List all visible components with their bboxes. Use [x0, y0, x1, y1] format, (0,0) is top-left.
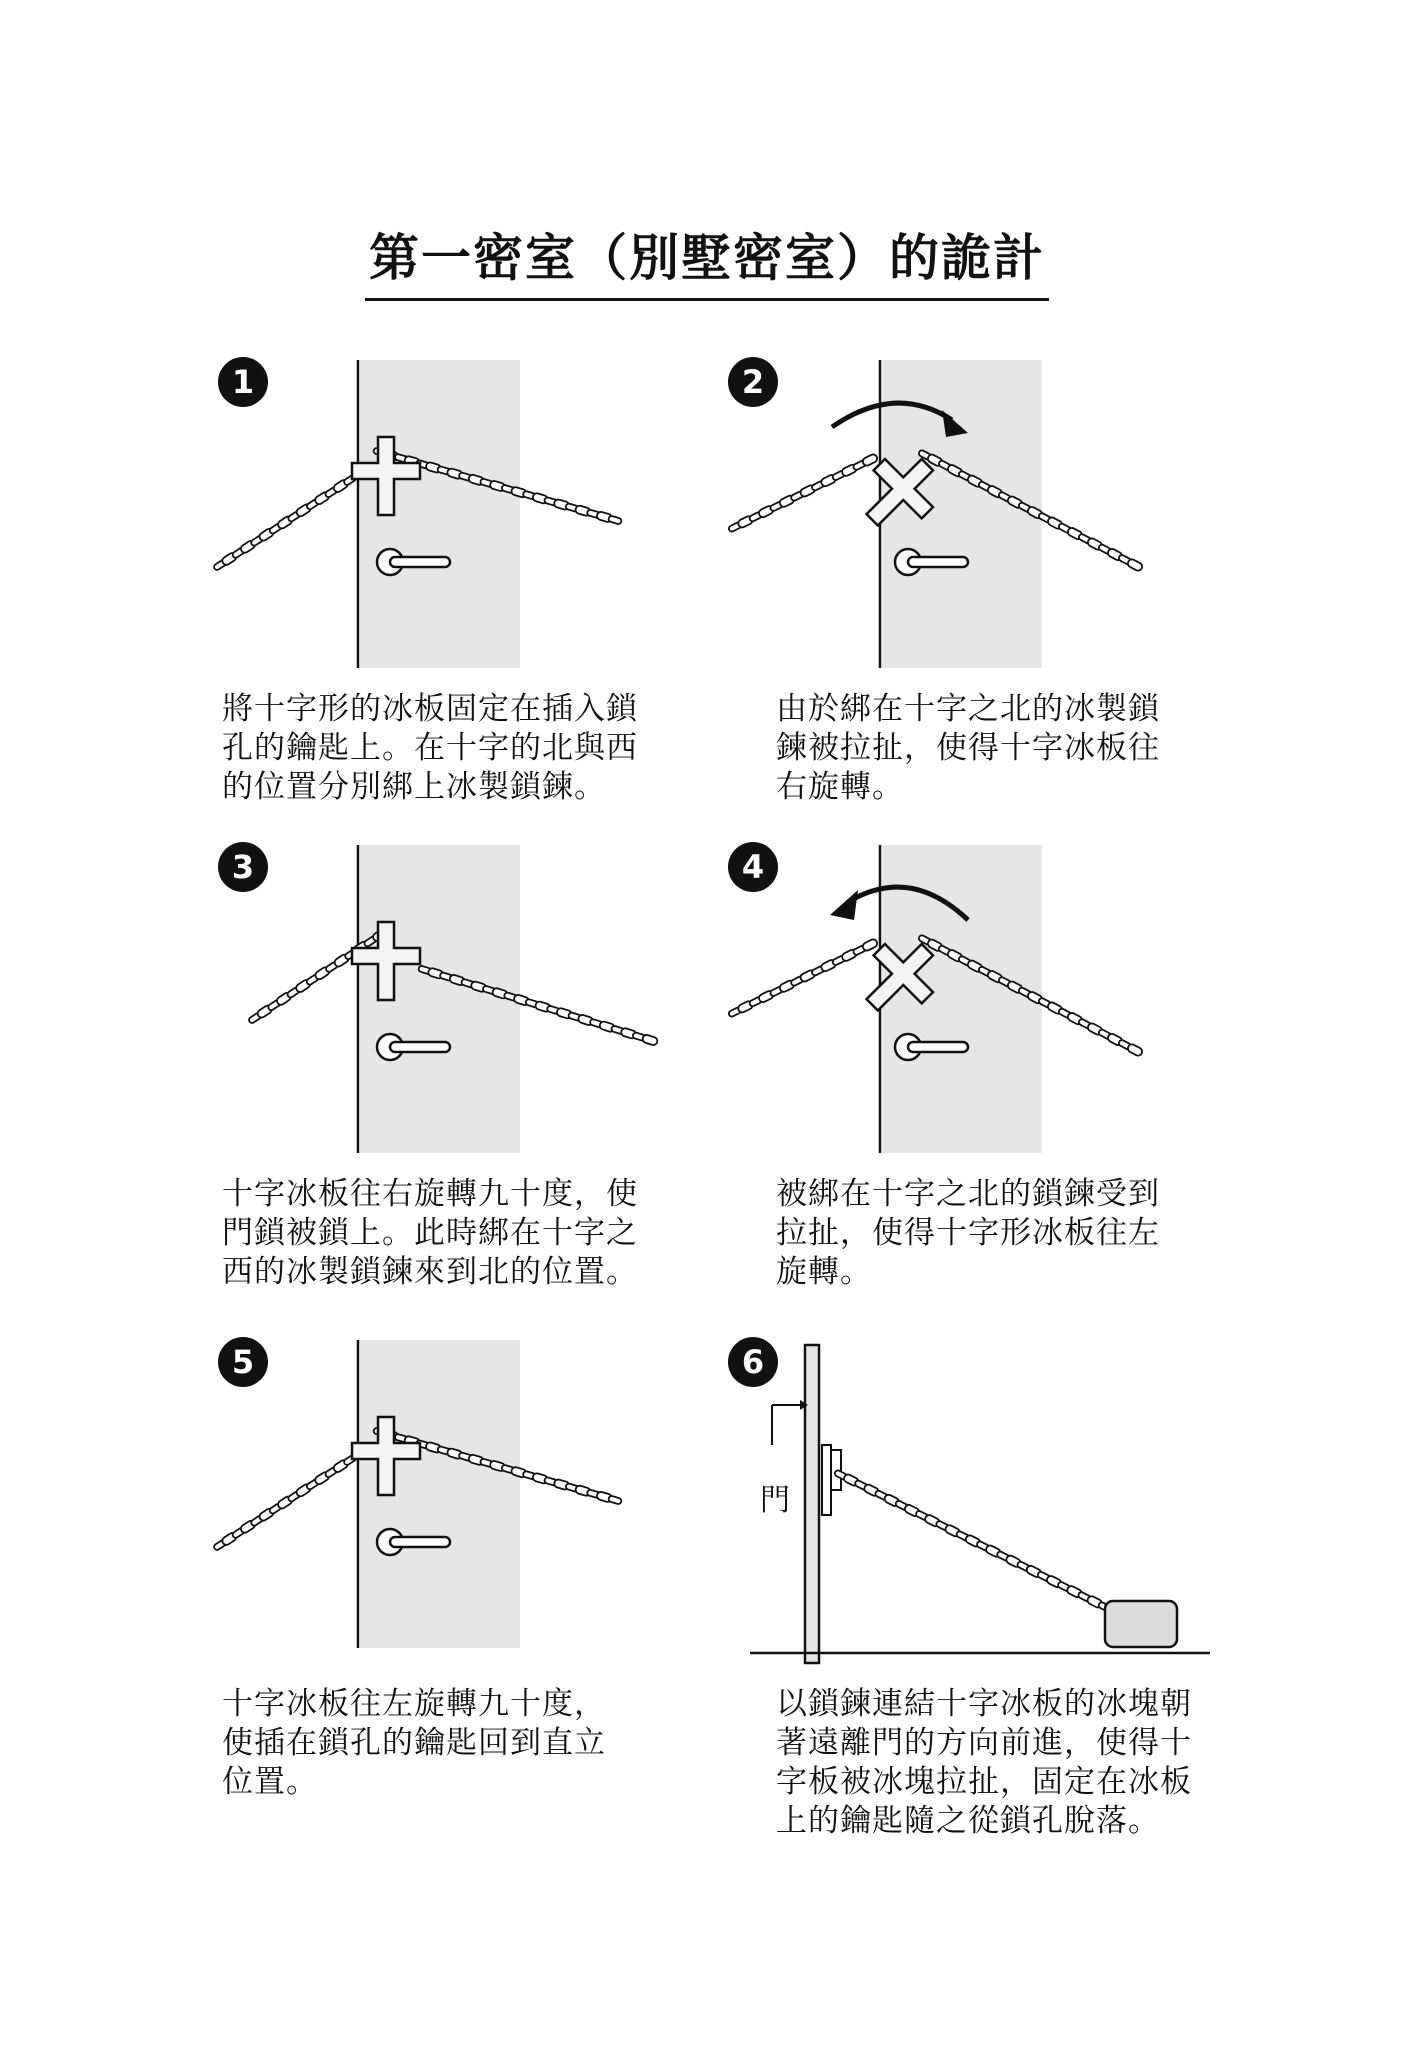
- chain-link: [642, 1034, 659, 1046]
- step-2-panel: [720, 355, 1170, 675]
- chain-left: [213, 474, 357, 571]
- chain-link: [608, 1495, 622, 1504]
- chain-left: [728, 453, 879, 532]
- page-title-text: 第一密室（別墅密室）的詭計: [365, 218, 1049, 301]
- chain-left: [213, 1454, 357, 1551]
- step-1-illustration: [210, 355, 660, 675]
- step-4-panel: [720, 840, 1170, 1160]
- chain-to-ice-block: [834, 1469, 1124, 1619]
- step-5-illustration: [210, 1335, 660, 1655]
- chain-link: [608, 515, 622, 524]
- step-1-panel: [210, 355, 660, 675]
- door-panel: [882, 360, 1042, 668]
- step-3-caption: 十字冰板往右旋轉九十度，使 門鎖被鎖上。此時綁在十字之 西的冰製鎖鍊來到北的位置。: [222, 1176, 638, 1290]
- step-4-badge: 4: [728, 842, 778, 892]
- step-6-caption: 以鎖鍊連結十字冰板的冰塊朝 著遠離門的方向前進，使得十 字板被冰塊拉扯，固定在冰板 上的鑰匙隨之從鎖孔脫落。: [776, 1686, 1192, 1839]
- step-2-badge: 2: [728, 357, 778, 407]
- page-title: [0, 218, 1414, 301]
- step-6-illustration: [720, 1335, 1220, 1665]
- door-label: 門: [760, 1483, 790, 1518]
- step-3-badge: 3: [218, 842, 268, 892]
- lock-plate: [822, 1445, 831, 1515]
- step-1-caption: 將十字形的冰板固定在插入鎖 孔的鑰匙上。在十字的北與西 的位置分別綁上冰製鎖鍊。: [222, 691, 638, 805]
- step-1-badge: 1: [218, 357, 268, 407]
- door-panel: [882, 845, 1042, 1153]
- step-5-caption: 十字冰板往左旋轉九十度， 使插在鎖孔的鑰匙回到直立 位置。: [222, 1686, 606, 1800]
- step-3-illustration: [210, 840, 660, 1160]
- step-4-caption: 被綁在十字之北的鎖鍊受到 拉扯，使得十字形冰板往左 旋轉。: [776, 1176, 1160, 1290]
- chain-link: [1127, 1043, 1144, 1057]
- step-5-badge: 5: [218, 1337, 268, 1387]
- step-4-illustration: [720, 840, 1170, 1160]
- arrow-head-icon: [830, 890, 858, 920]
- chain-left: [728, 938, 879, 1017]
- chain-link: [862, 938, 879, 952]
- step-3-panel: [210, 840, 660, 1160]
- step-2-caption: 由於綁在十字之北的冰製鎖 鍊被拉扯，使得十字冰板往 右旋轉。: [776, 691, 1160, 805]
- step-2-illustration: [720, 355, 1170, 675]
- chain-link: [862, 453, 879, 467]
- step-6-badge: 6: [728, 1337, 778, 1387]
- ice-block: [1105, 1601, 1177, 1647]
- step-5-panel: [210, 1335, 660, 1655]
- door-side-view: [805, 1345, 819, 1663]
- step-6-panel: [720, 1335, 1220, 1665]
- chain-link: [1127, 558, 1144, 572]
